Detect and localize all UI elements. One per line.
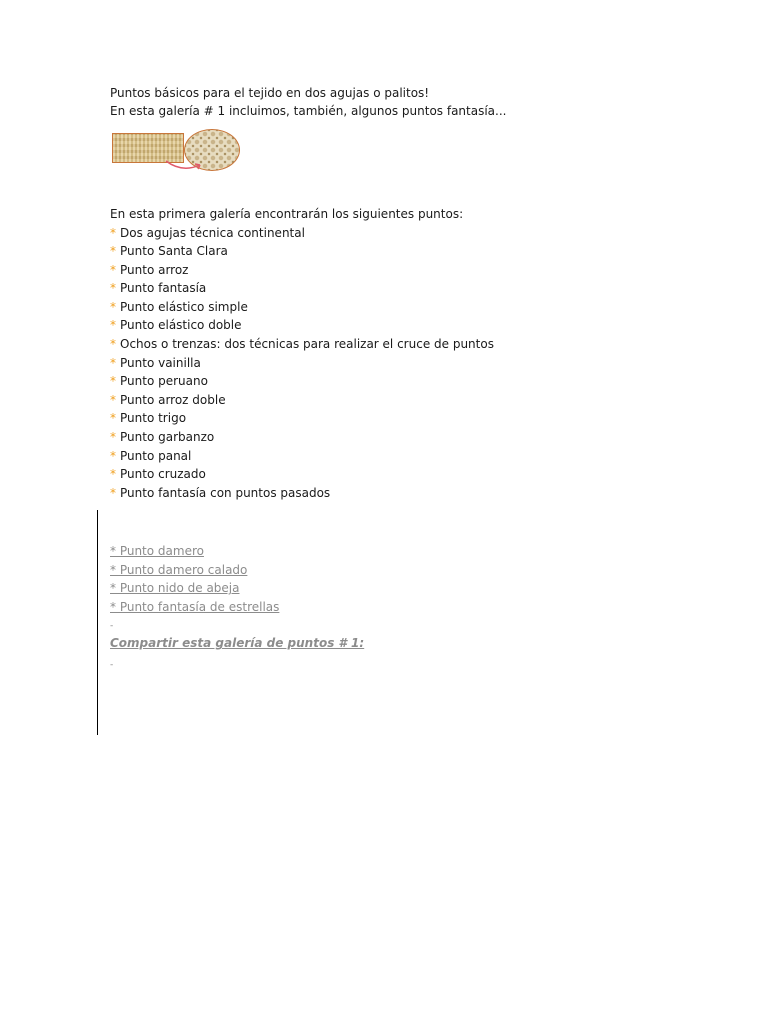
curved-arrow-icon xyxy=(160,155,240,175)
bullet-star: * xyxy=(110,374,116,389)
list-item-label: Punto trigo xyxy=(120,411,187,426)
list-item xyxy=(110,409,730,428)
bullet-star: * xyxy=(110,225,116,240)
bullet-star: * xyxy=(110,467,116,482)
list-item-label: Punto garbanzo xyxy=(120,430,215,445)
extra-points-links xyxy=(110,542,730,616)
list-item-label: Punto arroz doble xyxy=(120,392,226,407)
bullet-star: * xyxy=(110,448,116,463)
list-item xyxy=(110,391,730,410)
bullet-star: * xyxy=(110,411,116,426)
list-item xyxy=(110,354,730,373)
list-item xyxy=(110,428,730,447)
bullet-star: * xyxy=(110,485,116,500)
point-link[interactable]: * Punto fantasía de estrellas xyxy=(110,599,280,614)
list-item xyxy=(110,372,730,391)
list-item-label: Punto fantasía xyxy=(120,281,207,296)
list-item-label: Punto peruano xyxy=(120,374,208,389)
bullet-star: * xyxy=(110,430,116,445)
content-area xyxy=(110,84,730,670)
list-item xyxy=(110,224,730,243)
list-item-label: Punto vainilla xyxy=(120,355,201,370)
bullet-star: * xyxy=(110,299,116,314)
list-item-label: Punto cruzado xyxy=(120,467,206,482)
separator-dash-2: - xyxy=(110,660,114,671)
list-item xyxy=(110,279,730,298)
gallery-intro: En esta primera galería encontrarán los siguientes puntos: xyxy=(110,207,464,221)
list-item-label: Punto Santa Clara xyxy=(120,244,228,259)
intro-line-2: En esta galería # 1 incluimos, también, algunos puntos fantasía... xyxy=(110,104,507,118)
bullet-star: * xyxy=(110,244,116,259)
intro-line-1: Puntos básicos para el tejido en dos agujas o palitos! xyxy=(110,86,430,100)
point-link[interactable]: * Punto damero calado xyxy=(110,562,248,577)
bullet-star: * xyxy=(110,262,116,277)
bullet-star: * xyxy=(110,392,116,407)
list-item xyxy=(110,335,730,354)
bullet-star: * xyxy=(110,337,116,352)
share-gallery-link[interactable]: Compartir esta galería de puntos # 1: xyxy=(110,636,365,651)
point-link[interactable]: * Punto nido de abeja xyxy=(110,581,240,596)
list-item xyxy=(110,242,730,261)
points-list xyxy=(110,224,730,503)
list-item-label: Punto elástico doble xyxy=(120,318,242,333)
list-item-label: Punto elástico simple xyxy=(120,299,248,314)
knitting-swatch-image xyxy=(110,129,250,173)
bullet-star: * xyxy=(110,355,116,370)
list-item-label: Punto panal xyxy=(120,448,192,463)
point-link[interactable]: * Punto damero xyxy=(110,544,204,559)
list-item xyxy=(110,298,730,317)
list-item-label: Ochos o trenzas: dos técnicas para realizar el cruce de puntos xyxy=(120,337,494,352)
list-item xyxy=(110,261,730,280)
list-item-label: Punto arroz xyxy=(120,262,189,277)
list-item xyxy=(110,447,730,466)
bullet-star: * xyxy=(110,318,116,333)
list-item xyxy=(110,465,730,484)
list-item-label: Dos agujas técnica continental xyxy=(120,225,305,240)
list-item xyxy=(110,484,730,503)
bullet-star: * xyxy=(110,281,116,296)
left-margin-rule xyxy=(97,510,98,735)
list-item xyxy=(110,316,730,335)
separator-dash: - xyxy=(110,621,114,632)
list-item-label: Punto fantasía con puntos pasados xyxy=(120,485,331,500)
